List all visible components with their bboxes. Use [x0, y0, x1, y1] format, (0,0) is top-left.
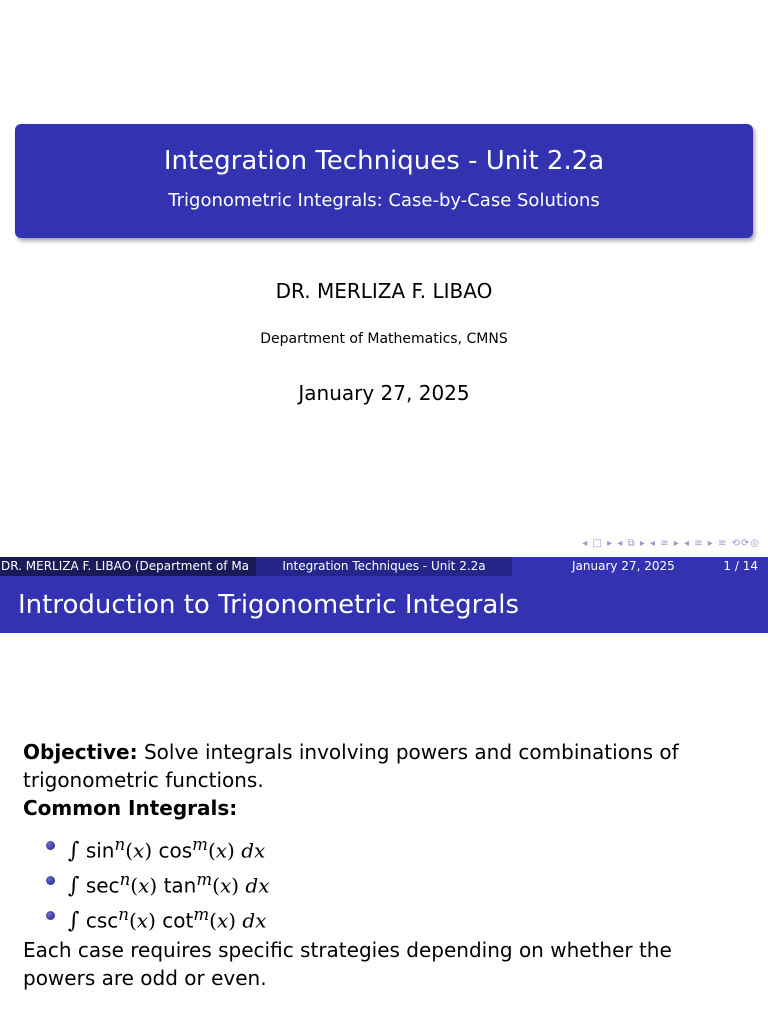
integral-sign-icon: ∫	[68, 873, 80, 899]
bullet-icon	[46, 876, 55, 885]
objective-paragraph	[23, 738, 748, 794]
presentation-date: January 27, 2025	[298, 381, 470, 405]
function-one: csc	[85, 908, 119, 933]
list-item: ∫ $\sin^n(x)$ $\cos^m(x)$ dx	[46, 830, 270, 865]
footer-author: DR. MERLIZA F. LIBAO (Department of Ma	[0, 557, 256, 576]
presentation-title: Integration Techniques - Unit 2.2a	[163, 146, 605, 176]
intro-slide	[0, 576, 768, 1024]
objective-text: Solve integrals involving powers and combinations of trigonometric functions.	[23, 740, 679, 792]
objective-label: Objective:	[23, 740, 138, 764]
function-two: tan	[163, 873, 197, 898]
frame-title: Introduction to Trigonometric Integrals	[18, 590, 520, 620]
closing-paragraph: Each case requires specific strategies depending on whether the powers are odd or even.	[23, 938, 672, 990]
institute: Department of Mathematics, CMNS	[260, 331, 508, 347]
author-name: DR. MERLIZA F. LIBAO	[275, 279, 493, 303]
footer-date: January 27, 2025	[572, 559, 675, 573]
presentation-subtitle: Trigonometric Integrals: Case-by-Case Solutions	[168, 190, 600, 211]
footer-page-number: 1 / 14	[723, 559, 758, 573]
footer-title: Integration Techniques - Unit 2.2a	[256, 557, 512, 576]
bullet-icon	[46, 911, 55, 920]
frame-title-bar	[0, 576, 768, 633]
title-box	[15, 124, 753, 238]
integral-sign-icon: ∫	[68, 838, 80, 864]
function-one: sin	[85, 838, 115, 863]
common-integrals-label: Common Integrals:	[23, 796, 238, 820]
beamer-navigation-icons[interactable]: ◂ □ ▸ ◂ ⧉ ▸ ◂ ≡ ▸ ◂ ≡ ▸ ≡ ⟲⟳◎	[582, 538, 760, 549]
integral-list	[46, 830, 270, 935]
footer-right	[512, 557, 768, 576]
function-one: sec	[85, 873, 120, 898]
list-item: ∫ $\csc^n(x)$ $\cot^m(x)$ dx	[46, 900, 270, 935]
function-two: cos	[158, 838, 193, 863]
slide-footer	[0, 557, 768, 576]
function-two: cot	[162, 908, 194, 933]
integral-sign-icon: ∫	[68, 908, 80, 934]
list-item: ∫ $\sec^n(x)$ $\tan^m(x)$ dx	[46, 865, 270, 900]
bullet-icon	[46, 841, 55, 850]
